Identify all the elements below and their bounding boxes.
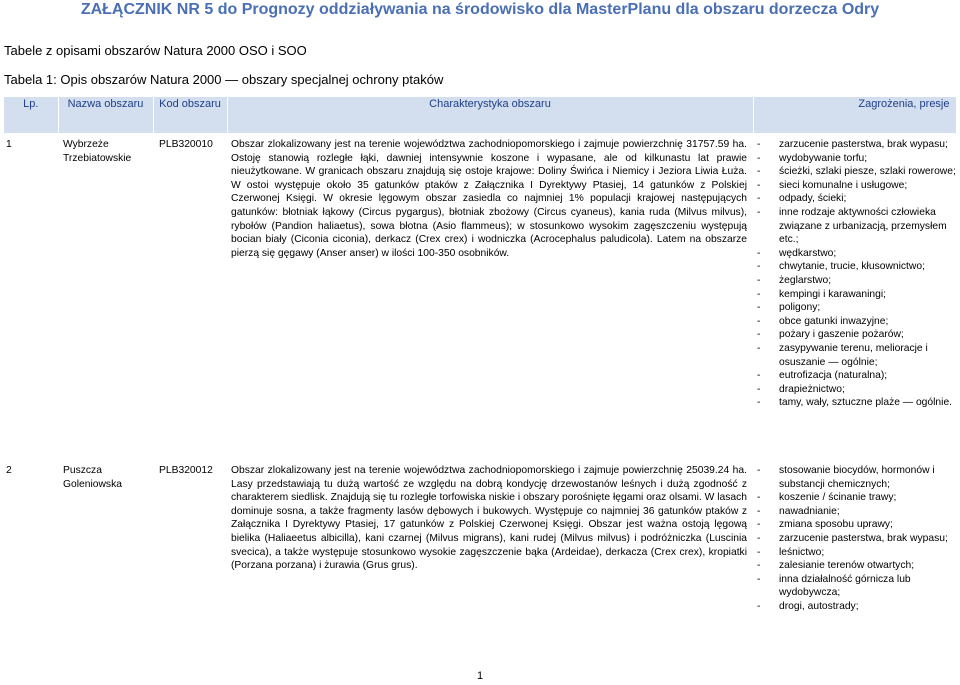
threat-text: odpady, ścieki; — [779, 193, 847, 205]
threat-item — [757, 192, 956, 206]
threat-item — [757, 464, 956, 491]
threat-item — [757, 518, 956, 532]
threat-text: wędkarstwo; — [779, 247, 837, 259]
threat-text: inna działalność górnicza lub wydobywcza; — [779, 573, 911, 599]
threat-text: nawadnianie; — [779, 505, 840, 517]
page-number: 1 — [476, 670, 484, 682]
threat-text: leśnictwo; — [779, 546, 825, 558]
bullet-dash: - — [757, 519, 761, 531]
bullet-dash: - — [757, 492, 761, 504]
threat-item — [757, 532, 956, 546]
row-opis-text: Obszar zlokalizowany jest na terenie województwa zachodniopomorskiego i zajmuje powierzchnię 25039.24 ha. Lasy przedstawiają tu dużą wartość ze względu na dobrą kondycję drzewostanów leśnych i dużą zgodność z charakterem siedlisk. Znajdują się tu rozległe torfowiska niskie i obszary porośnięte łęgami oraz olsami. W lasach dominuje sosna, a także fragmenty lasów dębowych i bukowych. Występuje co najmniej 36 gatunków ptaków z Załącznika I Dyrektywy Ptasiej, 17 gatunków z Polskiej Czerwonej Księgi. Obszar jest ważna ostoją lęgową bielika (Haliaeetus albicilla), kani czarnej (Milvus migrans), kani rudej (Milvus milvus) i podróżniczka (Luscinia svecica), a także występuje stosunkowo wysokie zagęszczenie bąka (Ardeidae), derkacza (Crex crex), kropiatki (Porzana porzana) i żurawia (Grus grus). — [231, 465, 747, 572]
threat-item — [757, 383, 956, 397]
threat-item — [757, 546, 956, 560]
row-lp: 2 — [6, 465, 12, 476]
threat-text: wydobywanie torfu; — [779, 152, 868, 164]
threat-item — [757, 206, 956, 247]
bullet-dash: - — [757, 247, 761, 259]
header-charakterystyka: Charakterystyka obszaru — [227, 97, 753, 133]
threat-item — [757, 274, 956, 288]
natura-sites-table — [4, 97, 957, 614]
threat-item — [757, 505, 956, 519]
bullet-dash: - — [757, 193, 761, 205]
threat-item — [757, 288, 956, 302]
threat-item — [757, 301, 956, 315]
bullet-dash: - — [757, 179, 761, 191]
bullet-dash: - — [757, 383, 761, 395]
bullet-dash: - — [757, 206, 761, 218]
threat-item — [757, 342, 956, 369]
threat-item — [757, 152, 956, 166]
threat-text: kempingi i karawaningi; — [779, 288, 887, 300]
row-zagrozenia — [753, 460, 956, 614]
threat-item — [757, 491, 956, 505]
threat-text: zarzucenie pasterstwa, brak wypasu; — [779, 532, 948, 544]
threat-text: zalesianie terenów otwartych; — [779, 560, 915, 572]
bullet-dash: - — [757, 505, 761, 517]
threat-item — [757, 396, 956, 410]
row-opis-text: Obszar zlokalizowany jest na terenie województwa zachodniopomorskiego i zajmuje powierzchnię 31757.59 ha. Ostoję stanowią rozległe łąki, dawniej intensywnie koszone i wypasane, ale od kilkunastu lat prawie nieużytkowane. W granicach obszaru znajdują się ostoje krajowe: Doliny Świńca i Niemicy i Jeziora Liwia Łuża. W ostoi występuje około 35 gatunków ptaków z Załącznika I Dyrektywy Ptasiej, 14 gatunków z Polskiej Czerwonej Księgi. W okresie lęgowym obszar zasiedla co najmniej 1% populacji krajowej następujących gatunków: błotniak łąkowy (Circus pygargus), błotniak zbożowy (Circus cyaneus), kania ruda (Milvus milvus), rybołów (Pandion haliaetus), sowa błotna (Asio flammeus); w stosunkowo wysokim zagęszczeniu występują bocian biały (Ciconia ciconia), derkacz (Crex crex) i wodniczka (Acrocephalus paludicola). Latem na obszarze pierzą się gęgawy (Anser anser) w ilości 100-350 osobników. — [231, 139, 747, 259]
threat-text: tamy, wały, sztuczne plaże — ogólnie. — [779, 397, 953, 409]
bullet-dash: - — [757, 560, 761, 572]
header-lp: Lp. — [4, 97, 58, 133]
table-caption: Tabela 1: Opis obszarów Natura 2000 — obszary specjalnej ochrony ptaków — [4, 72, 444, 87]
row-opis — [227, 460, 753, 614]
threat-text: ścieżki, szlaki piesze, szlaki rowerowe; — [779, 166, 956, 178]
row-opis — [227, 133, 753, 460]
bullet-dash: - — [757, 166, 761, 178]
threat-text: drapieżnictwo; — [779, 383, 845, 395]
threat-text: eutrofizacja (naturalna); — [779, 370, 888, 382]
threat-list — [757, 464, 956, 614]
threat-text: obce gatunki inwazyjne; — [779, 315, 889, 327]
threat-text: żeglarstwo; — [779, 274, 832, 286]
table-header-row — [4, 97, 956, 133]
bullet-dash: - — [757, 465, 761, 476]
bullet-dash: - — [757, 573, 761, 585]
row-nazwa: Wybrzeże Trzebiatowskie — [63, 139, 132, 164]
bullet-dash: - — [757, 261, 761, 273]
threat-text: chwytanie, trucie, kłusownictwo; — [779, 261, 925, 273]
bullet-dash: - — [757, 274, 761, 286]
header-zagrozenia: Zagrożenia, presje — [753, 97, 956, 133]
threat-item — [757, 247, 956, 261]
bullet-dash: - — [757, 288, 761, 300]
bullet-dash: - — [757, 315, 761, 327]
threat-item — [757, 315, 956, 329]
threat-text: koszenie / ścinanie trawy; — [779, 492, 897, 504]
row-lp: 1 — [6, 139, 12, 150]
bullet-dash: - — [757, 302, 761, 314]
bullet-dash: - — [757, 546, 761, 558]
section-subtitle: Tabele z opisami obszarów Natura 2000 OSO i SOO — [4, 43, 307, 58]
bullet-dash: - — [757, 139, 761, 150]
document-title: ZAŁĄCZNIK NR 5 do Prognozy oddziaływania na środowisko dla MasterPlanu dla obszaru dorzecza Odry — [80, 1, 880, 18]
bullet-dash: - — [757, 342, 761, 354]
header-kod: Kod obszaru — [153, 97, 227, 133]
row-nazwa: Puszcza Goleniowska — [63, 465, 122, 490]
bullet-dash: - — [757, 329, 761, 341]
threat-text: sieci komunalne i usługowe; — [779, 179, 908, 191]
threat-item — [757, 179, 956, 193]
threat-item — [757, 573, 956, 600]
table-row — [4, 133, 956, 460]
row-kod: PLB320010 — [159, 139, 213, 150]
threat-text: zarzucenie pasterstwa, brak wypasu; — [779, 139, 948, 150]
threat-text: pożary i gaszenie pożarów; — [779, 329, 904, 341]
table-row — [4, 460, 956, 614]
threat-item — [757, 165, 956, 179]
bullet-dash: - — [757, 152, 761, 164]
threat-item — [757, 369, 956, 383]
threat-item — [757, 600, 956, 614]
row-kod: PLB320012 — [159, 465, 213, 476]
header-nazwa: Nazwa obszaru — [58, 97, 153, 133]
threat-text: drogi, autostrady; — [779, 600, 859, 612]
bullet-dash: - — [757, 370, 761, 382]
threat-text: poligony; — [779, 302, 821, 314]
threat-item — [757, 559, 956, 573]
threat-item — [757, 138, 956, 152]
bullet-dash: - — [757, 397, 761, 409]
bullet-dash: - — [757, 532, 761, 544]
row-zagrozenia — [753, 133, 956, 460]
threat-list — [757, 138, 956, 410]
threat-text: zmiana sposobu uprawy; — [779, 519, 893, 531]
threat-text: inne rodzaje aktywności człowieka związane z urbanizacją, przemysłem etc.; — [779, 206, 947, 246]
bullet-dash: - — [757, 600, 761, 612]
threat-text: zasypywanie terenu, melioracje i osuszanie — ogólnie; — [779, 342, 928, 368]
threat-item — [757, 260, 956, 274]
threat-item — [757, 328, 956, 342]
threat-text: stosowanie biocydów, hormonów i substancji chemicznych; — [779, 465, 935, 490]
